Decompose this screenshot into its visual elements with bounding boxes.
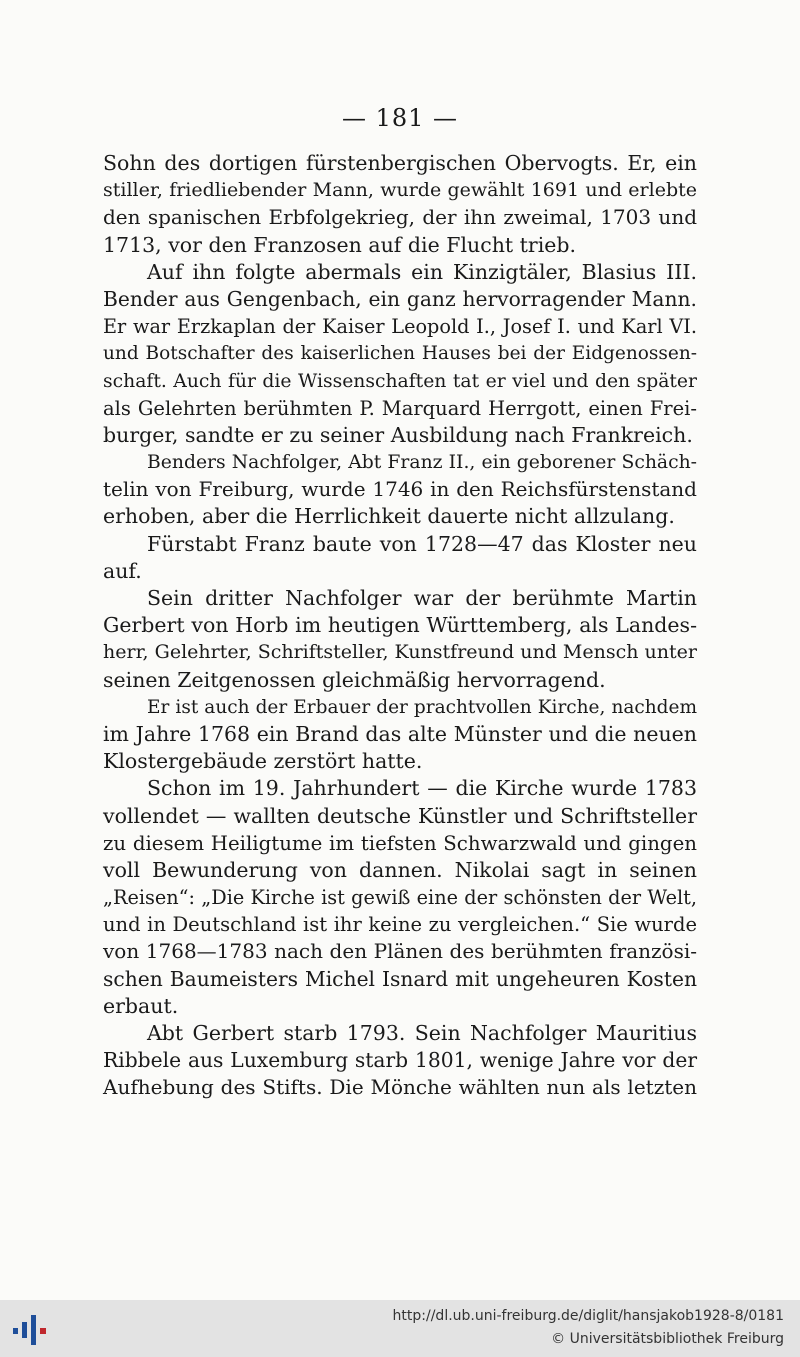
text-line: Sein dritter Nachfolger war der berühmte Martin bbox=[147, 586, 697, 610]
text-line: Auf ihn folgte abermals ein Kinzigtäler, Blasius III. bbox=[147, 259, 697, 284]
page-number: — 181 — bbox=[341, 104, 459, 132]
text-line: herr, Gelehrter, Schriftsteller, Kunstfreund und Mensch unter bbox=[103, 641, 697, 664]
paragraph bbox=[103, 585, 697, 694]
paragraph bbox=[103, 1020, 697, 1102]
text-line: Klostergebäude zerstört hatte. bbox=[103, 749, 423, 774]
paragraph bbox=[103, 694, 697, 776]
paragraph bbox=[103, 150, 697, 259]
text-line: Abt Gerbert starb 1793. Sein Nachfolger Mauritius bbox=[147, 1021, 697, 1045]
paragraph bbox=[103, 531, 697, 585]
text-line: stiller, friedliebender Mann, wurde gewählt 1691 und erlebte bbox=[103, 179, 697, 202]
text-line: seinen Zeitgenossen gleichmäßig hervorragend. bbox=[103, 667, 606, 692]
text-line: erbaut. bbox=[103, 993, 179, 1018]
text-block bbox=[103, 150, 697, 1102]
paragraph bbox=[103, 259, 697, 449]
text-line: auf. bbox=[103, 558, 142, 583]
text-line: Fürstabt Franz baute von 1728—47 das Kloster neu bbox=[147, 531, 697, 556]
text-line: Gerbert von Horb im heutigen Württemberg, als Landes- bbox=[103, 613, 697, 638]
text-line: schaft. Auch für die Wissenschaften tat er viel und den später bbox=[103, 370, 697, 392]
text-line: Sohn des dortigen fürstenbergischen Obervogts. Er, ein bbox=[103, 151, 697, 175]
text-line: erhoben, aber die Herrlichkeit dauerte nicht allzulang. bbox=[103, 504, 675, 529]
text-line: vollendet — wallten deutsche Künstler und Schriftsteller bbox=[103, 803, 697, 828]
text-line: Benders Nachfolger, Abt Franz II., ein geborener Schäch- bbox=[147, 452, 697, 474]
text-line: zu diesem Heiligtume im tiefsten Schwarzwald und gingen bbox=[103, 831, 697, 855]
text-line: burger, sandte er zu seiner Ausbildung nach Frankreich. bbox=[103, 422, 693, 447]
text-line: im Jahre 1768 ein Brand das alte Münster und die neuen bbox=[103, 721, 697, 746]
text-line: voll Bewunderung von dannen. Nikolai sagt in seinen bbox=[103, 857, 697, 882]
text-line: „Reisen“: „Die Kirche ist gewiß eine der schönsten der Welt, bbox=[103, 886, 697, 910]
text-line: Bender aus Gengenbach, ein ganz hervorragender Mann. bbox=[103, 286, 697, 311]
paragraph bbox=[103, 449, 697, 531]
text-line: telin von Freiburg, wurde 1746 in den Reichsfürstenstand bbox=[103, 477, 697, 502]
text-line: den spanischen Erbfolgekrieg, der ihn zweimal, 1703 und bbox=[103, 205, 697, 230]
text-line: von 1768—1783 nach den Plänen des berühmten französi- bbox=[103, 939, 697, 964]
text-line: Aufhebung des Stifts. Die Mönche wählten nun als letzten bbox=[103, 1075, 697, 1100]
ub-freiburg-logo-icon[interactable] bbox=[10, 1312, 50, 1348]
source-url-link[interactable]: http://dl.ub.uni-freiburg.de/diglit/hansjakob1928-8/0181 bbox=[392, 1308, 784, 1324]
text-line: als Gelehrten berühmten P. Marquard Herrgott, einen Frei- bbox=[103, 396, 697, 420]
text-line: Er war Erzkaplan der Kaiser Leopold I., Josef I. und Karl VI. bbox=[103, 315, 697, 339]
text-line: 1713, vor den Franzosen auf die Flucht trieb. bbox=[103, 232, 577, 257]
copyright-text: © Universitätsbibliothek Freiburg bbox=[551, 1331, 784, 1347]
text-line: Er ist auch der Erbauer der prachtvollen Kirche, nachdem bbox=[147, 696, 697, 718]
text-line: Ribbele aus Luxemburg starb 1801, wenige Jahre vor der bbox=[103, 1048, 697, 1073]
text-line: Schon im 19. Jahrhundert — die Kirche wurde 1783 bbox=[147, 776, 697, 801]
text-line: und in Deutschland ist ihr keine zu vergleichen.“ Sie wurde bbox=[103, 913, 697, 937]
text-line: und Botschafter des kaiserlichen Hauses bei der Eidgenossen- bbox=[103, 343, 697, 365]
text-line: schen Baumeisters Michel Isnard mit ungeheuren Kosten bbox=[103, 966, 697, 991]
paragraph bbox=[103, 775, 697, 1020]
footer-bar bbox=[0, 1300, 800, 1357]
